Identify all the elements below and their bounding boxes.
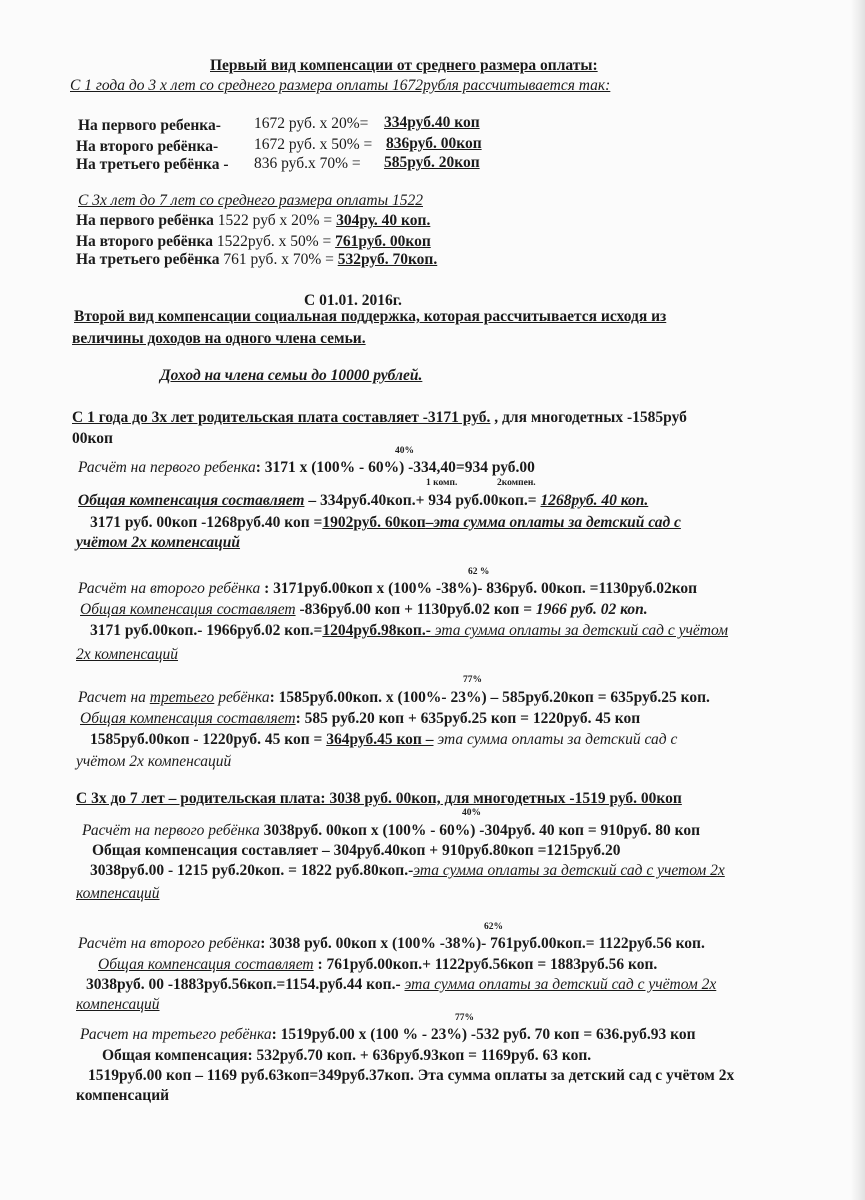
g1c3-calc-value: : 1585руб.00коп. х (100%- 23%) – 585руб.20коп = 635руб.25 коп.: [269, 689, 710, 706]
g2c2-fee-value: 3038руб. 00 -1883руб.56коп.=1154.руб.44 коп.-: [86, 976, 405, 993]
g1c2-total-value: -836руб.00 коп + 1130руб.02 коп =: [295, 601, 536, 618]
g1c1-fee: [90, 513, 681, 533]
g2c3-fee: 1519руб.00 коп – 1169 руб.63коп=349руб.37коп. Эта сумма оплаты за детский сад с учётом 2х: [88, 1067, 735, 1084]
g2c3-calc: [80, 1025, 696, 1045]
row3-result: 585руб. 20коп: [384, 154, 480, 171]
row1-result: 334руб.40 коп: [384, 114, 480, 131]
group2-heading: С 3х до 7 лет – родительская плата: 3038 руб. 00коп, для многодетных -1519 руб. 00коп: [76, 790, 682, 807]
g2c3-calc-value: : 1519руб.00 х (100 % - 23%) -532 руб. 70 коп = 636.руб.93 коп: [271, 1026, 696, 1043]
g1c3-total-label: Общая компенсация составляет: [80, 710, 296, 727]
g1c3-fee-note-line2: учётом 2х компенсаций: [76, 753, 232, 770]
row2-calc: 1672 руб. х 50% =: [254, 136, 373, 153]
g1c1-note-1: 1 комп.: [426, 478, 458, 488]
g2c1-fee-value: 3038руб.00 - 1215 руб.20коп. = 1822 руб.80коп.-: [90, 862, 414, 879]
row2-label: На второго ребёнка-: [76, 138, 219, 155]
g1c3-calc-label-a: Расчет на: [78, 689, 150, 706]
g1c1-fee-note: –эта сумма оплаты за детский сад с: [425, 514, 681, 531]
g1c3-fee-note: эта сумма оплаты за детский сад с: [433, 731, 678, 748]
g1c1-fee-result: 1902руб. 60коп: [322, 514, 426, 531]
row5-calc: 1522руб. х 50% =: [216, 233, 332, 250]
g1c2-fee-result: 1204руб.98коп.-: [322, 622, 431, 639]
g2c2-fee-note: эта сумма оплаты за детский сад с учётом 2х: [404, 976, 717, 993]
g1c3-calc-label-b: третьего: [149, 689, 215, 706]
g1c3-total-value: : 585 руб.20 коп + 635руб.25 коп = 1220руб. 45 коп: [295, 710, 641, 727]
g1c3-percent: 77%: [463, 675, 482, 685]
g1c2-total: [80, 600, 648, 620]
row3-calc: 836 руб.х 70% =: [254, 155, 361, 172]
section2-title-line2: величины доходов на одного члена семьи.: [72, 330, 366, 347]
g1c1-percent: 40%: [395, 446, 414, 456]
row4-calc: 1522 руб х 20% =: [217, 212, 333, 229]
g1c2-total-label: Общая компенсация составляет: [80, 601, 296, 618]
g2c1-calc-label: Расчёт на первого ребёнка: [82, 822, 260, 839]
section2-date: С 01.01. 2016г.: [304, 292, 402, 309]
g1c3-total: [80, 709, 640, 729]
g1c1-calc-value: : 3171 х (100% - 60%) -334,40=934 руб.00: [255, 459, 535, 476]
g1c1-note-2: 2компен.: [497, 478, 536, 488]
group1-heading-main: С 1 года до 3х лет родительская плата составляет -3171 руб.: [72, 409, 491, 426]
g2c1-percent: 40%: [462, 808, 481, 818]
g2c2-fee-note-line2: компенсаций: [76, 996, 160, 1013]
g2c3-total: Общая компенсация: 532руб.70 коп. + 636руб.93коп = 1169руб. 63 коп.: [102, 1047, 592, 1064]
g2c1-fee: [90, 861, 725, 881]
g1c1-calc-label: Расчёт на первого ребенка: [78, 459, 256, 476]
g2c3-calc-label: Расчет на третьего ребёнка: [80, 1026, 272, 1043]
g1c2-fee-note: эта сумма оплаты за детский сад с учётом: [430, 622, 729, 639]
row1-calc: 1672 руб. х 20%=: [254, 115, 369, 132]
g1c2-percent: 62 %: [468, 567, 490, 577]
row6-label: На третьего ребёнка: [76, 251, 220, 268]
g1c2-calc-label: Расчёт на второго ребёнка: [78, 580, 261, 597]
row4: [76, 211, 430, 231]
g2c3-percent: 77%: [455, 1013, 474, 1023]
g1c1-total: [78, 491, 648, 511]
g1c2-total-result: 1966 руб. 02 коп.: [535, 601, 648, 618]
g1c1-fee-value: 3171 руб. 00коп -1268руб.40 коп =: [90, 514, 323, 531]
g1c3-fee: [90, 730, 677, 750]
g2c2-total: [98, 955, 657, 975]
row4-label: На первого ребёнка: [76, 212, 214, 229]
scan-edge-shadow: [851, 0, 865, 1200]
section1-subtitle-3to7: С 3х лет до 7 лет со среднего размера оплаты 1522: [78, 192, 423, 209]
row4-result: 304ру. 40 коп.: [336, 212, 431, 229]
g1c3-fee-value: 1585руб.00коп - 1220руб. 45 коп =: [90, 731, 327, 748]
row5-result: 761руб. 00коп: [335, 233, 431, 250]
group1-heading-large-families: , для многодетных -1585руб: [490, 409, 687, 426]
g2c1-calc: [82, 821, 700, 841]
g1c3-calc: [78, 688, 710, 708]
row6-result: 532руб. 70коп.: [337, 251, 438, 268]
g2c2-fee: [86, 975, 716, 995]
g1c1-fee-note-line2: учётом 2х компенсаций: [76, 534, 241, 551]
income-limit: Доход на члена семьи до 10000 рублей.: [160, 367, 423, 384]
g2c2-total-label: Общая компенсация составляет: [98, 956, 314, 973]
g2c2-calc-label: Расчёт на второго ребёнка: [78, 935, 261, 952]
section1-title: Первый вид компенсации от среднего размера оплаты:: [210, 57, 598, 74]
row1-label: На первого ребенка-: [78, 117, 221, 134]
g2c2-percent: 62%: [484, 922, 503, 932]
g1c1-total-value: – 334руб.40коп.+ 934 руб.00коп.=: [304, 492, 541, 509]
row2-result: 836руб. 00коп: [386, 135, 482, 152]
row3-label: На третьего ребёнка -: [76, 156, 229, 173]
g2c1-calc-value: 3038руб. 00коп х (100% - 60%) -304руб. 40 коп = 910руб. 80 коп: [259, 822, 701, 839]
g1c2-calc-value: : 3171руб.00коп х (100% -38%)- 836руб. 00коп. =1130руб.02коп: [260, 580, 698, 597]
g1c1-calc: [78, 458, 535, 478]
g2c2-total-value: : 761руб.00коп.+ 1122руб.56коп = 1883руб.56 коп.: [313, 956, 658, 973]
g2c3-fee-line2: компенсаций: [76, 1087, 170, 1104]
section2-title-line1: Второй вид компенсации социальная поддержка, которая рассчитывается исходя из: [74, 308, 667, 325]
row6-calc: 761 руб. х 70% =: [223, 251, 334, 268]
g1c2-fee: [90, 621, 728, 641]
g1c3-fee-result: 364руб.45 коп –: [326, 731, 434, 748]
g2c1-fee-note: эта сумма оплаты за детский сад с учетом 2х: [413, 862, 725, 879]
g1c2-fee-value: 3171 руб.00коп.- 1966руб.02 коп.=: [90, 622, 323, 639]
g1c2-fee-note-line2: 2х компенсаций: [76, 646, 179, 663]
group1-heading-line2: 00коп: [72, 430, 113, 447]
section1-subtitle-1to3: С 1 года до 3 х лет со среднего размера оплаты 1672рубля рассчитывается так:: [70, 77, 611, 94]
g2c2-calc-value: : 3038 руб. 00коп х (100% -38%)- 761руб.00коп.= 1122руб.56 коп.: [260, 935, 705, 952]
g1c1-total-label: Общая компенсация составляет: [78, 492, 305, 509]
g1c2-calc: [78, 579, 697, 599]
g1c1-total-result: 1268руб. 40 коп.: [540, 492, 649, 509]
g2c1-total: Общая компенсация составляет – 304руб.40коп + 910руб.80коп =1215руб.20: [92, 842, 621, 859]
g1c3-calc-label-c: ребёнка: [214, 689, 270, 706]
g2c1-fee-note-line2: компенсаций: [76, 885, 160, 902]
g2c2-calc: [78, 934, 705, 954]
row6: [76, 250, 437, 270]
row5-label: На второго ребёнка: [76, 233, 213, 250]
row5: [76, 232, 431, 252]
group1-heading-line1: [72, 408, 687, 428]
